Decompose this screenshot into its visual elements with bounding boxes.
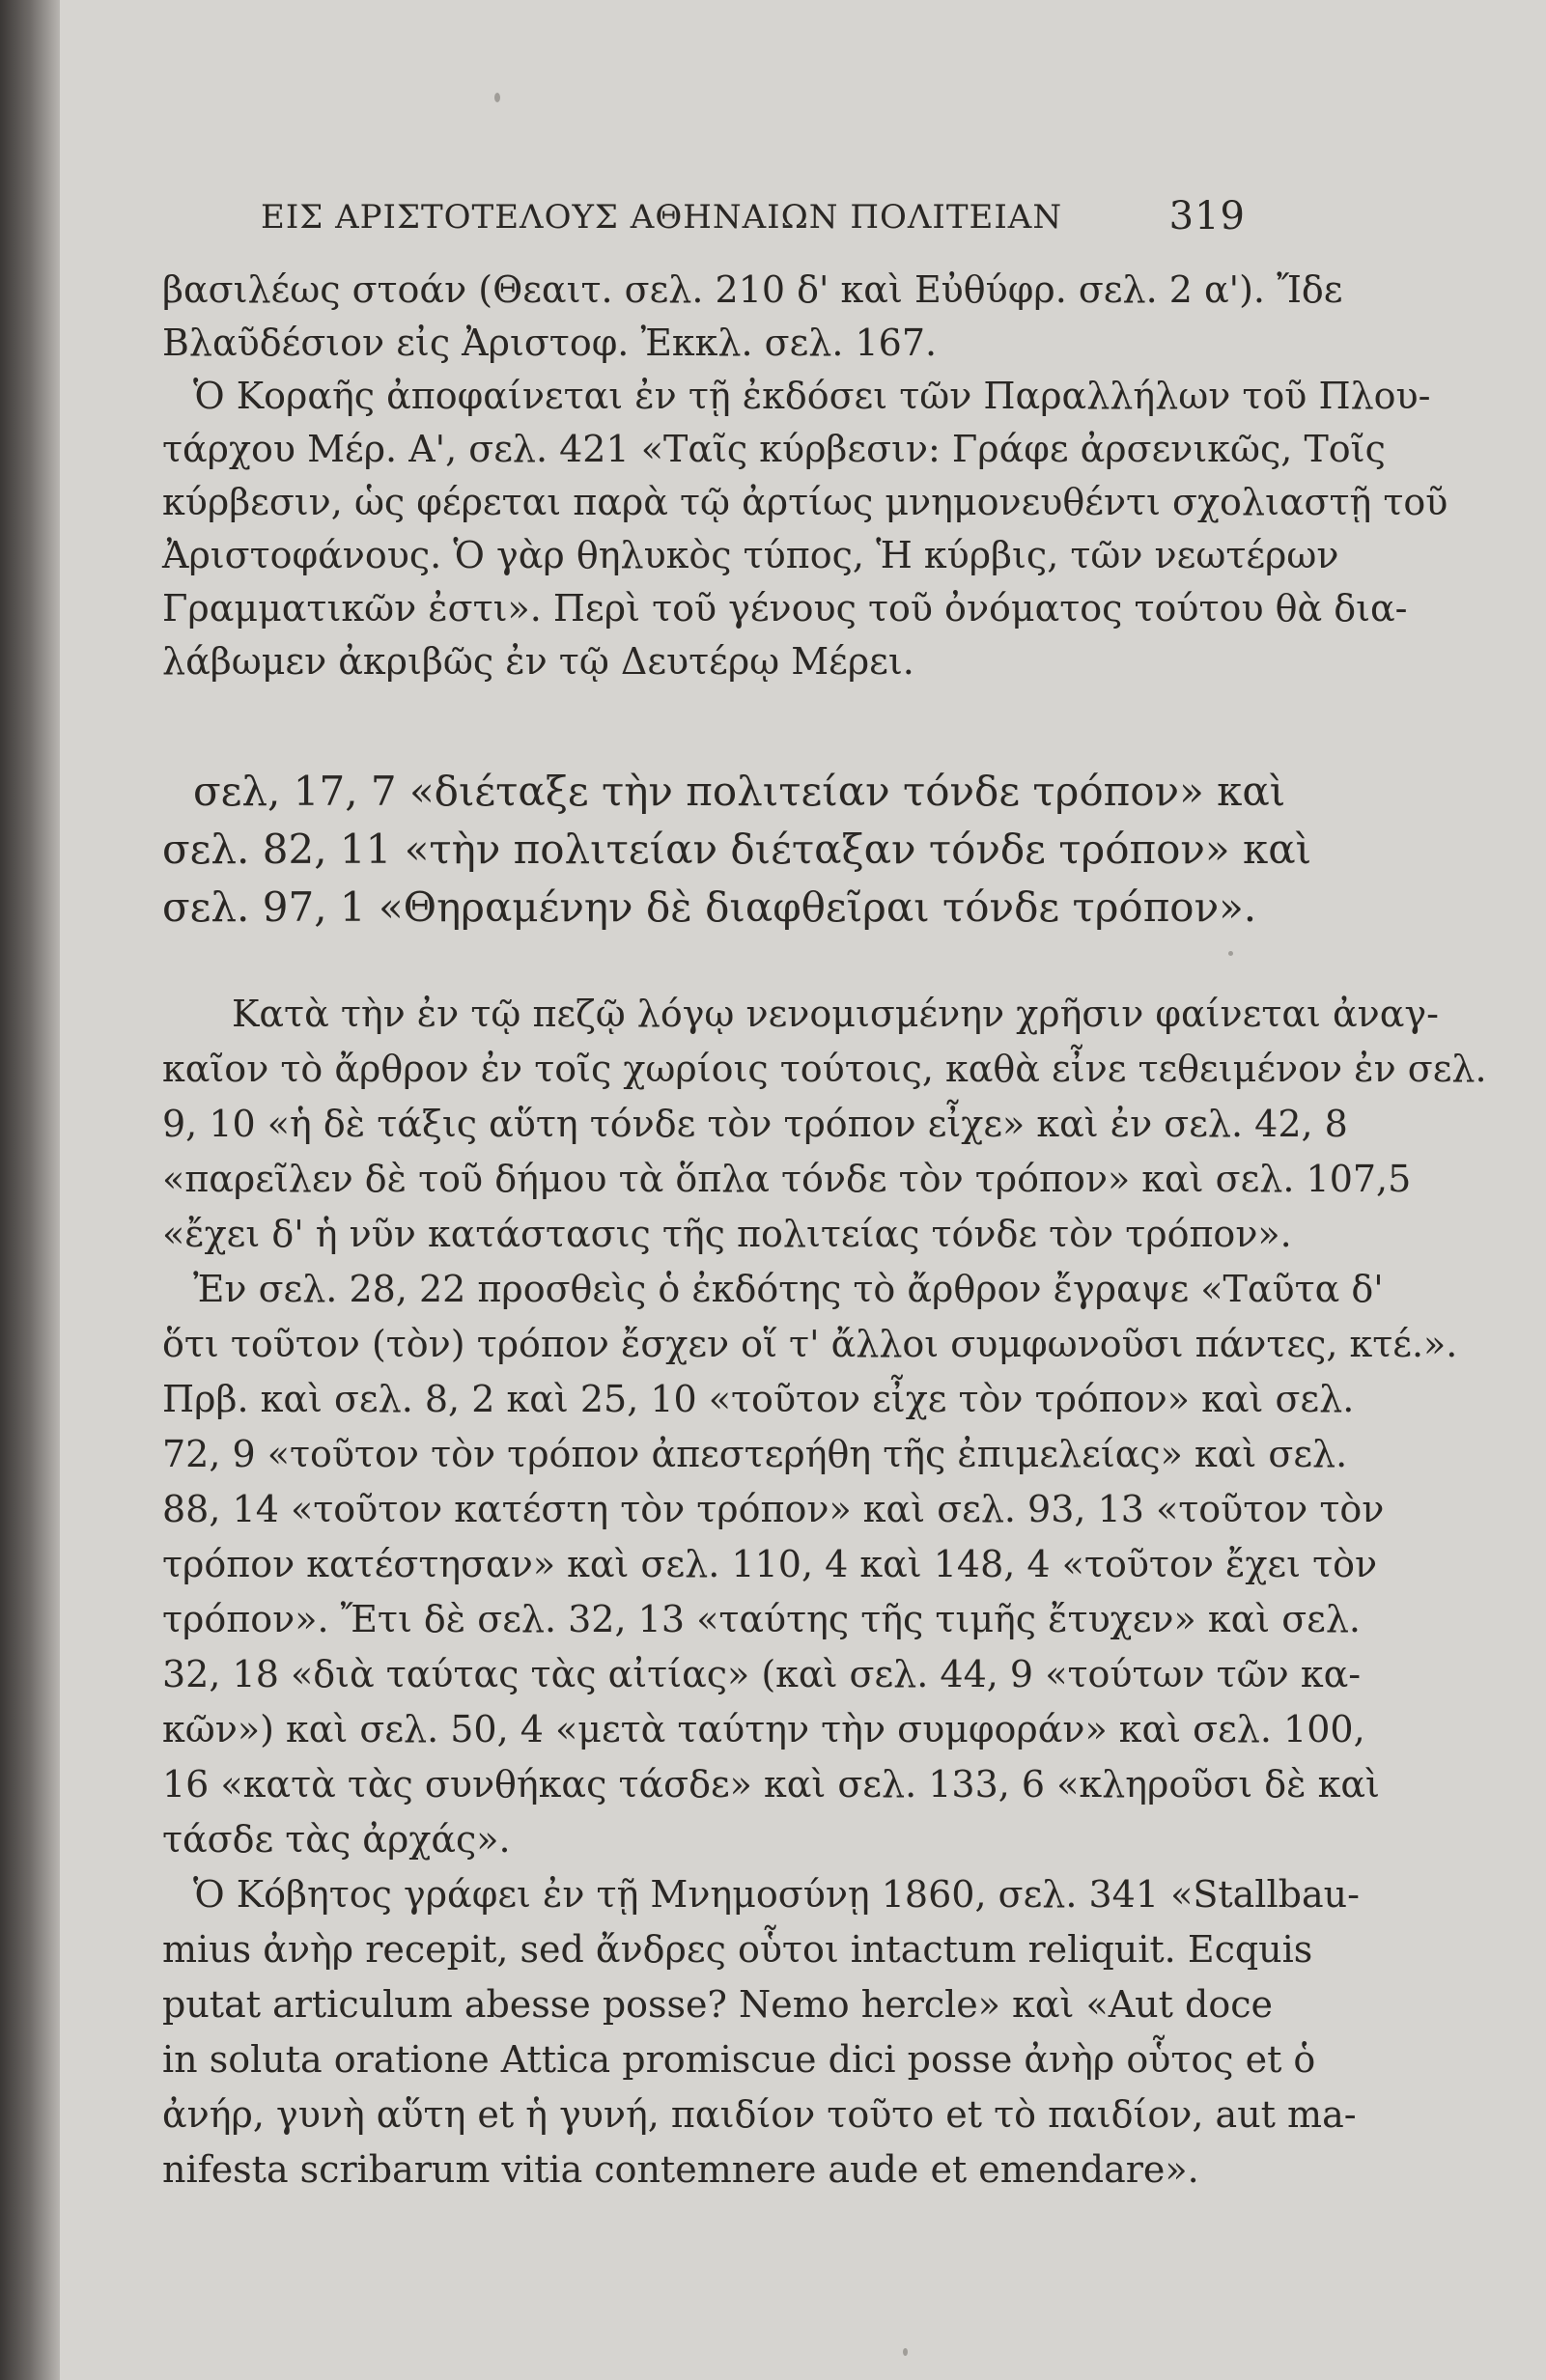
text-line: τρόπον κατέστησαν» καὶ σελ. 110, 4 καὶ 148, 4 «τοῦτον ἔχει τὸν: [162, 1543, 1378, 1585]
scan-speck: [903, 2348, 908, 2356]
text-line: τρόπον». Ἔτι δὲ σελ. 32, 13 «ταύτης τῆς τιμῆς ἔτυχεν» καὶ σελ.: [162, 1598, 1361, 1640]
text-line: ὅτι τοῦτον (τὸν) τρόπον ἔσχεν οἵ τ' ἄλλοι συμφωνοῦσι πάντες, κτέ.».: [162, 1323, 1458, 1365]
text-line: τάρχου Μέρ. Α', σελ. 421 «Ταῖς κύρβεσιν: Γράφε ἀρσενικῶς, Τοῖς: [162, 428, 1386, 470]
text-line: κύρβεσιν, ὡς φέρεται παρὰ τῷ ἀρτίως μνημονευθέντι σχολιαστῇ τοῦ: [162, 481, 1448, 523]
text-line: Βλαῦδέσιον εἰς Ἀριστοφ. Ἐκκλ. σελ. 167.: [162, 322, 938, 364]
text-line: ἀνήρ, γυνὴ αὕτη et ἡ γυνή, παιδίον τοῦτο et τὸ παιδίον, aut ma-: [162, 2093, 1357, 2136]
text-line: Κατὰ τὴν ἐν τῷ πεζῷ λόγῳ νενομισμένην χρῆσιν φαίνεται ἀναγ-: [232, 993, 1439, 1035]
text-line: 72, 9 «τοῦτον τὸν τρόπον ἀπεστερήθη τῆς ἐπιμελείας» καὶ σελ.: [162, 1433, 1348, 1475]
text-line: σελ. 82, 11 «τὴν πολιτείαν διέταξαν τόνδε τρόπον» καὶ: [162, 826, 1312, 873]
text-line: κῶν») καὶ σελ. 50, 4 «μετὰ ταύτην τὴν συμφοράν» καὶ σελ. 100,: [162, 1708, 1365, 1750]
text-line: Πρβ. καὶ σελ. 8, 2 καὶ 25, 10 «τοῦτον εἶχε τὸν τρόπον» καὶ σελ.: [162, 1378, 1355, 1420]
text-line: «παρεῖλεν δὲ τοῦ δήμου τὰ ὅπλα τόνδε τὸν τρόπον» καὶ σελ. 107,5: [162, 1158, 1412, 1200]
scan-speck: [494, 93, 500, 102]
running-title: ΕΙΣ ΑΡΙΣΤΟΤΕΛΟΥΣ ΑΘΗΝΑΙΩΝ ΠΟΛΙΤΕΙΑΝ: [261, 198, 1063, 237]
book-spine-shadow: [0, 0, 60, 2380]
text-line: Ὁ Κοραῆς ἀποφαίνεται ἐν τῇ ἐκδόσει τῶν Παραλλήλων τοῦ Πλου-: [193, 375, 1431, 417]
text-line: Ὁ Κόβητος γράφει ἐν τῇ Μνημοσύνῃ 1860, σελ. 341 «Stallbau-: [193, 1873, 1360, 1916]
scan-speck: [1228, 951, 1233, 956]
text-line: καῖον τὸ ἄρθρον ἐν τοῖς χωρίοις τούτοις, καθὰ εἶνε τεθειμένον ἐν σελ.: [162, 1048, 1487, 1090]
running-header: [261, 194, 1246, 246]
text-line: σελ, 17, 7 «διέταξε τὴν πολιτείαν τόνδε τρόπον» καὶ: [193, 768, 1286, 815]
text-line: Ἐν σελ. 28, 22 προσθεὶς ὁ ἐκδότης τὸ ἄρθρον ἔγραψε «Ταῦτα δ': [193, 1268, 1384, 1310]
text-line: mius ἀνὴρ recepit, sed ἄνδρες οὗτοι intactum reliquit. Ecquis: [162, 1928, 1313, 1971]
page-number: 319: [1168, 194, 1246, 238]
text-line: 9, 10 «ἡ δὲ τάξις αὕτη τόνδε τὸν τρόπον εἶχε» καὶ ἐν σελ. 42, 8: [162, 1103, 1348, 1145]
text-line: 32, 18 «διὰ ταύτας τὰς αἰτίας» (καὶ σελ. 44, 9 «τούτων τῶν κα-: [162, 1653, 1362, 1695]
text-line: 88, 14 «τοῦτον κατέστη τὸν τρόπον» καὶ σελ. 93, 13 «τοῦτον τὸν: [162, 1488, 1385, 1530]
text-line: Γραμματικῶν ἐστι». Περὶ τοῦ γένους τοῦ ὀνόματος τούτου θὰ δια-: [162, 587, 1408, 630]
text-line: in soluta oratione Attica promiscue dici posse ἀνὴρ οὗτος et ὁ: [162, 2038, 1316, 2081]
text-line: putat articulum abesse posse? Nemo hercle» καὶ «Aut doce: [162, 1983, 1273, 2026]
text-line: σελ. 97, 1 «Θηραμένην δὲ διαφθεῖραι τόνδε τρόπον».: [162, 883, 1257, 931]
text-line: βασιλέως στοάν (Θεαιτ. σελ. 210 δ' καὶ Εὐθύφρ. σελ. 2 α'). Ἴδε: [162, 268, 1343, 311]
text-line: τάσδε τὰς ἀρχάς».: [162, 1818, 511, 1861]
text-line: «ἔχει δ' ἡ νῦν κατάστασις τῆς πολιτείας τόνδε τὸν τρόπον».: [162, 1213, 1292, 1255]
text-line: Ἀριστοφάνους. Ὁ γὰρ θηλυκὸς τύπος, Ἡ κύρβις, τῶν νεωτέρων: [162, 534, 1339, 576]
text-line: 16 «κατὰ τὰς συνθήκας τάσδε» καὶ σελ. 133, 6 «κληροῦσι δὲ καὶ: [162, 1763, 1380, 1806]
text-line: λάβωμεν ἀκριβῶς ἐν τῷ Δευτέρῳ Μέρει.: [162, 640, 914, 683]
text-line: nifesta scribarum vitia contemnere aude et emendare».: [162, 2148, 1199, 2191]
